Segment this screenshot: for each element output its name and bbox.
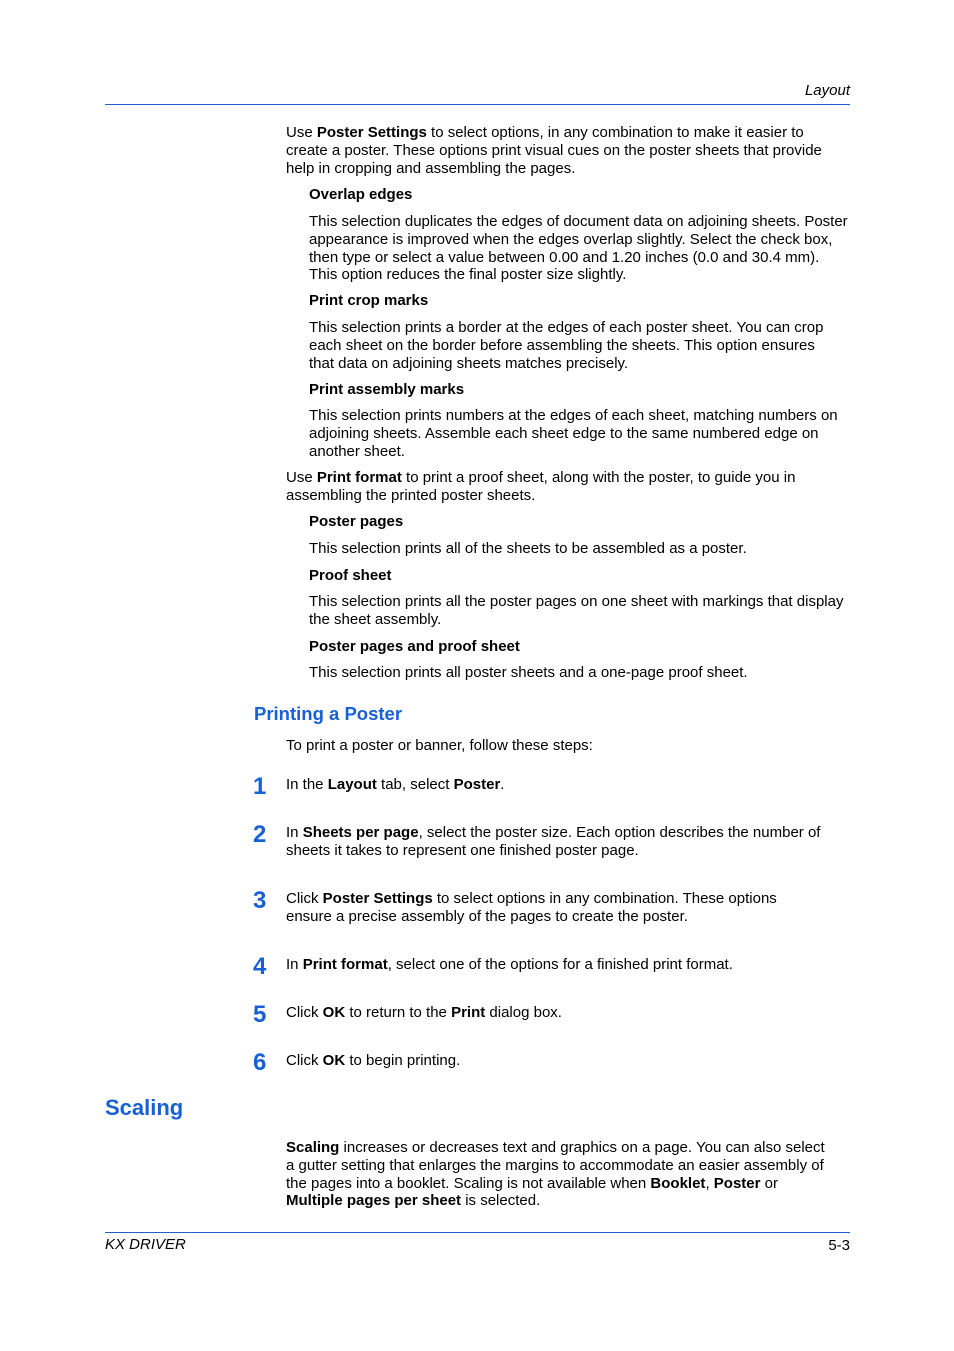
option-description: This selection prints all of the sheets to be assembled as a poster. — [309, 540, 747, 557]
scaling-heading: Scaling — [105, 1095, 184, 1120]
step-text-part: Click — [286, 1052, 323, 1069]
scaling-part: increases or decreases text and graphics on a page. You can also select a gutter setting that enlarges the margins to accommodate an easier assembly of the pages into a booklet. Scaling is not available when — [286, 1139, 825, 1192]
option-title: Poster pages and proof sheet — [309, 638, 520, 655]
step-text-part: dialog box. — [485, 1004, 562, 1021]
step-text — [286, 824, 841, 860]
step-number: 3 — [253, 887, 267, 914]
footer-left: KX DRIVER — [105, 1236, 186, 1253]
step-text — [286, 956, 851, 974]
footer-rule — [105, 1232, 850, 1233]
scaling-bold: Booklet — [650, 1174, 706, 1192]
intro2-bold: Print format — [316, 469, 402, 486]
option-title: Poster pages — [309, 513, 404, 530]
option-description: This selection prints all poster sheets and a one-page proof sheet. — [309, 664, 748, 681]
step-text-part: In — [286, 956, 303, 973]
intro1-pre: Use — [286, 124, 317, 141]
step-text-part: to begin printing. — [345, 1052, 461, 1069]
print-format-intro — [286, 469, 841, 505]
step-text-bold: Sheets per page — [302, 824, 419, 841]
page-number: 5-3 — [828, 1237, 850, 1254]
intro1-post: to select options, in any combination to make it easier to create a poster. These options print visual cues on the poster sheets that provide help in cropping and assembling the pages. — [286, 124, 822, 177]
step-text-bold: Poster — [453, 776, 501, 793]
option-description: This selection prints all the poster pages on one sheet with markings that display the sheet assembly. — [309, 593, 844, 628]
step-text-part: . — [500, 776, 505, 793]
step-text-part: In — [286, 824, 303, 841]
step-text-bold: Layout — [327, 776, 377, 793]
option-description: This selection prints a border at the edges of each poster sheet. You can crop each sheet on the border before assembling the sheets. This option ensures that data on adjoining sheets matches precisely. — [309, 319, 824, 372]
step-number: 4 — [253, 953, 267, 980]
scaling-bold: Poster — [713, 1174, 761, 1192]
intro2-post: to print a proof sheet, along with the poster, to guide you in assembling the printed poster sheets. — [286, 469, 796, 504]
running-header: Layout — [804, 82, 850, 99]
step-text — [286, 890, 816, 926]
scaling-bold: Multiple pages per sheet — [286, 1192, 462, 1210]
option-title: Print assembly marks — [309, 381, 465, 398]
step-text-part: Click — [286, 890, 323, 907]
scaling-bold: Scaling — [286, 1139, 340, 1156]
step-text-part: tab, select — [376, 776, 454, 793]
scaling-part: or — [760, 1174, 778, 1192]
step-number: 1 — [253, 773, 267, 800]
intro2-pre: Use — [286, 469, 317, 486]
step-number: 2 — [253, 821, 267, 848]
scaling-description — [286, 1139, 831, 1210]
step-text-part: , select one of the options for a finished print format. — [387, 956, 733, 973]
scaling-part: is selected. — [461, 1192, 541, 1210]
step-text-part: to select options in any combination. These options ensure a precise assembly of the pages to create the poster. — [286, 890, 777, 925]
poster-settings-intro — [286, 124, 846, 177]
step-number: 5 — [253, 1001, 267, 1028]
step-text-bold: Poster Settings — [322, 890, 433, 907]
step-text-part: to return to the — [345, 1004, 452, 1021]
step-text-part: Click — [286, 1004, 323, 1021]
step-text — [286, 776, 851, 794]
header-rule — [105, 104, 850, 105]
option-title: Proof sheet — [309, 567, 392, 584]
step-text-bold: Print — [451, 1004, 486, 1021]
step-text — [286, 1052, 851, 1070]
step-number: 6 — [253, 1049, 267, 1076]
step-text-part: In the — [286, 776, 328, 793]
printing-intro: To print a poster or banner, follow these steps: — [286, 737, 593, 754]
option-description: This selection duplicates the edges of document data on adjoining sheets. Poster appearance is improved when the edges overlap slightly. Select the check box, then type or select a value between 0.00 and 1.20 inches (0.0 and 30.4 mm). This option reduces the final poster size slightly. — [309, 213, 848, 284]
step-text-bold: Print format — [302, 956, 388, 973]
step-text-bold: OK — [322, 1004, 346, 1021]
scaling-part: , — [705, 1174, 714, 1192]
printing-poster-heading: Printing a Poster — [254, 703, 403, 724]
option-title: Overlap edges — [309, 186, 413, 203]
option-title: Print crop marks — [309, 292, 429, 309]
step-text-bold: OK — [322, 1052, 346, 1069]
option-description: This selection prints numbers at the edges of each sheet, matching numbers on adjoining sheets. Assemble each sheet edge to the same numbered edge on another sheet. — [309, 407, 838, 460]
step-text-part: , select the poster size. Each option describes the number of sheets it takes to represent one finished poster page. — [286, 824, 821, 859]
intro1-bold: Poster Settings — [316, 124, 427, 141]
step-text — [286, 1004, 851, 1022]
